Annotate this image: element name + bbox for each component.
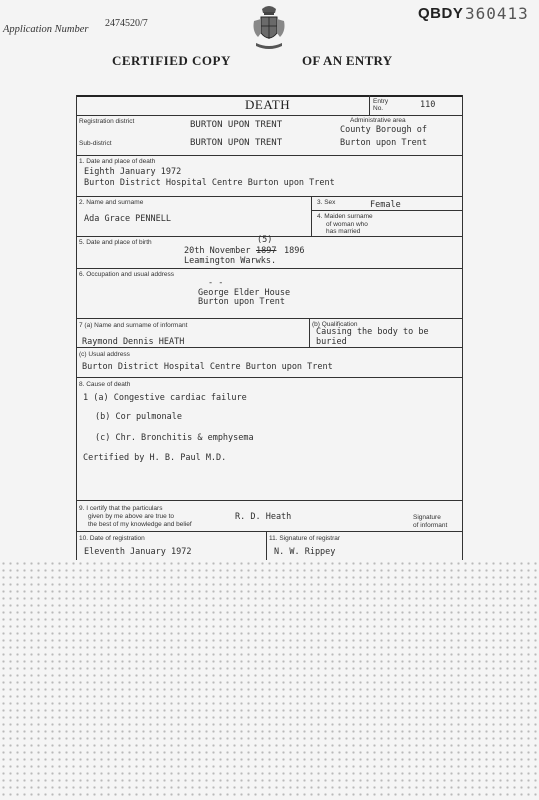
cause-1b: (b) Cor pulmonale — [95, 412, 182, 422]
certify-label-2: given by me above are true to — [88, 513, 174, 520]
date-place-death-label: 1. Date and place of death — [79, 158, 156, 165]
signature-informant-label-1: Signature — [413, 514, 441, 521]
informant-signature: R. D. Heath — [235, 512, 292, 522]
date-of-death: Eighth January 1972 — [84, 167, 182, 177]
rule-sex — [311, 210, 463, 211]
birth-year-struck: 1897 — [256, 246, 277, 256]
application-number-label: Application Number — [3, 24, 89, 35]
sub-district: BURTON UPON TRENT — [190, 138, 283, 148]
rule-9 — [76, 531, 463, 532]
title-certified-copy: CERTIFIED COPY — [112, 53, 231, 68]
sub-district-label: Sub-district — [79, 140, 112, 147]
rule-1 — [76, 196, 463, 197]
administrative-area-line1: County Borough of — [340, 125, 427, 135]
registration-district: BURTON UPON TRENT — [190, 120, 283, 130]
sex: Female — [370, 200, 401, 210]
administrative-area-line2: Burton upon Trent — [340, 138, 427, 148]
birth-label: 5. Date and place of birth — [79, 239, 152, 246]
birth-place: Leamington Warwks. — [184, 256, 277, 266]
occupation-label: 6. Occupation and usual address — [79, 271, 175, 278]
rule-heading — [76, 115, 463, 116]
sex-divider — [311, 196, 312, 236]
entry-no: 110 — [420, 100, 436, 110]
application-number: 2474520/7 — [105, 18, 148, 29]
occupation: - - — [208, 278, 224, 288]
cause-1c: (c) Chr. Bronchitis & emphysema — [95, 433, 254, 443]
certify-label-3: the best of my knowledge and belief — [88, 521, 192, 528]
cause-1a: 1 (a) Congestive cardiac failure — [83, 393, 247, 403]
qualification-line2: buried — [316, 337, 347, 347]
birth-year: 1896 — [284, 246, 305, 256]
entry-no-label: Entry No. — [373, 98, 389, 113]
serial-number: 360413 — [465, 4, 529, 23]
registration-district-label: Registration district — [79, 118, 135, 125]
certify-label-1: 9. I certify that the particulars — [79, 505, 163, 512]
administrative-area-label: Administrative area — [350, 117, 406, 124]
address-line1: George Elder House — [198, 288, 291, 298]
informant-name-label: 7 (a) Name and surname of informant — [79, 322, 188, 329]
birth-date-a: 20th November — [184, 246, 251, 256]
serial-prefix: QBDY — [418, 5, 464, 22]
qualification-divider — [309, 318, 310, 347]
maiden-surname-label-1: 4. Maiden surname — [317, 213, 373, 220]
rule-5 — [76, 268, 463, 269]
qualification-line1: Causing the body to be — [316, 327, 429, 337]
usual-address-label: (c) Usual address — [79, 351, 130, 358]
registrar-signature: N. W. Rippey — [274, 547, 336, 557]
registrar-signature-label: 11. Signature of registrar — [269, 535, 341, 542]
maiden-surname-label-2: of woman who — [326, 221, 368, 228]
rule-district — [76, 155, 463, 156]
registration-date-label: 10. Date of registration — [79, 535, 145, 542]
registration-date: Eleventh January 1972 — [84, 547, 192, 557]
name-surname: Ada Grace PENNELL — [84, 214, 171, 224]
informant-name: Raymond Dennis HEATH — [82, 337, 185, 347]
address-line2: Burton upon Trent — [198, 297, 285, 307]
signature-informant-label-2: of informant — [413, 522, 448, 529]
rule-7a — [76, 347, 463, 348]
rule-6 — [76, 318, 463, 319]
usual-address: Burton District Hospital Centre Burton upon Trent — [82, 362, 333, 372]
royal-coat-of-arms-icon — [250, 3, 288, 55]
dotted-background — [0, 560, 539, 800]
name-surname-label: 2. Name and surname — [79, 199, 144, 206]
title-of-an-entry: OF AN ENTRY — [302, 53, 393, 68]
place-of-death: Burton District Hospital Centre Burton upon Trent — [84, 178, 335, 188]
rule-7 — [76, 377, 463, 378]
sex-label: 3. Sex — [317, 199, 336, 206]
certified-by: Certified by H. B. Paul M.D. — [83, 453, 227, 463]
birth-note: (5) — [257, 235, 273, 245]
form-heading: DEATH — [245, 97, 291, 112]
entry-divider — [369, 95, 370, 115]
qualification-label: (b) Qualification — [312, 321, 358, 328]
maiden-surname-label-3: has married — [326, 228, 361, 235]
rule-8 — [76, 500, 463, 501]
registrar-divider — [266, 531, 267, 560]
cause-of-death-label: 8. Cause of death — [79, 381, 131, 388]
